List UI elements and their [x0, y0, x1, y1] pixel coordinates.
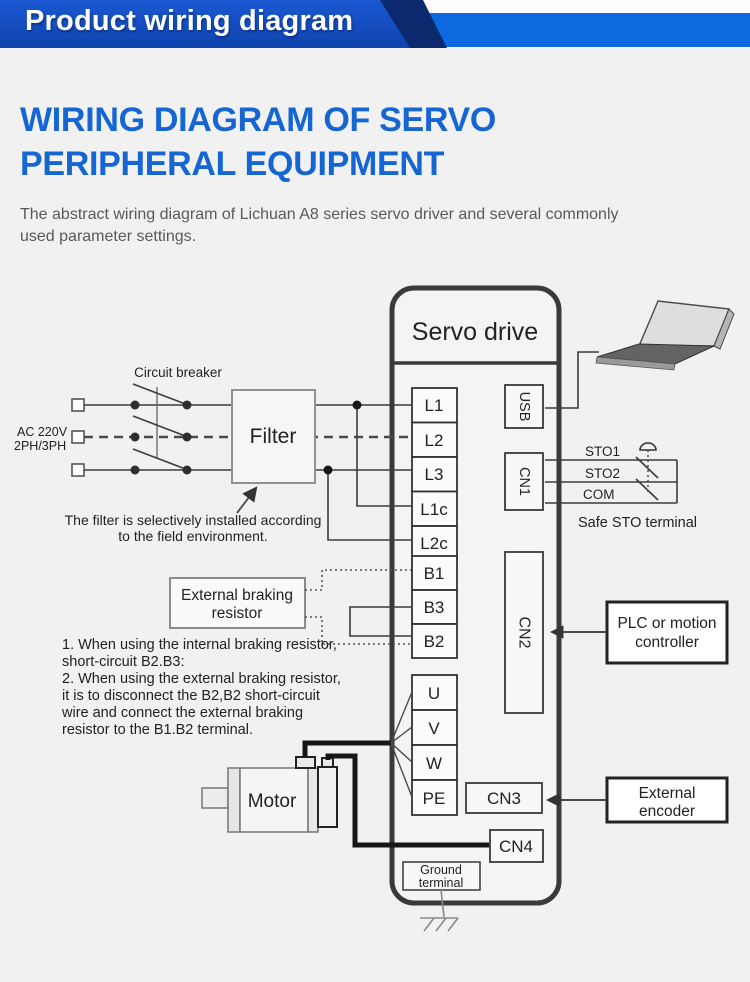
motor-power-connector [296, 757, 315, 768]
note-line: wire and connect the external braking [62, 705, 304, 721]
terminal-label: B1 [423, 564, 445, 583]
brake-terminal-block [412, 556, 457, 658]
braking-resistor-line2: resistor [211, 605, 263, 622]
terminal-label: B3 [423, 598, 445, 617]
filter-note-line1: The filter is selectively installed according [64, 512, 322, 528]
sto2-label: STO2 [585, 466, 621, 481]
junction-dot [183, 466, 192, 475]
circuit-breaker-symbol [133, 384, 188, 470]
laptop-screen [639, 301, 729, 346]
circuit-breaker-label: Circuit breaker [134, 365, 222, 380]
breaker-lever [133, 384, 188, 405]
junction-dot [183, 433, 192, 442]
junction-dot [131, 401, 140, 410]
motor-end-cap [228, 768, 240, 832]
braking-resistor-notes [61, 637, 341, 738]
com-label: COM [583, 487, 615, 502]
usb-connector-label: USB [516, 391, 532, 422]
filter-note-arrow [237, 488, 256, 513]
junction-dot [183, 401, 192, 410]
cn3-connector-label: CN3 [486, 789, 522, 808]
terminal-label: L3 [424, 465, 444, 484]
banner-title: Product wiring diagram [25, 5, 354, 37]
encoder-line2: encoder [638, 803, 696, 820]
terminal-label: L2c [420, 534, 448, 553]
motor-label: Motor [247, 791, 297, 812]
motor-encoder-connector [318, 767, 337, 827]
ground-terminal-line2: terminal [418, 876, 464, 890]
encoder-line1: External [638, 785, 696, 802]
note-line: 1. When using the internal braking resistor, [62, 637, 337, 653]
junction-dot [131, 433, 140, 442]
page-title-line2: PERIPHERAL EQUIPMENT [20, 145, 445, 183]
note-line: it is to disconnect the B2,B2 short-circuit [62, 688, 320, 704]
sto1-label: STO1 [585, 444, 621, 459]
intro-line2: used parameter settings. [20, 228, 197, 245]
wiring-diagram [0, 280, 750, 982]
supply-label-line2: 2PH/3PH [14, 439, 67, 453]
terminal-label: PE [422, 789, 446, 808]
junction-dot [131, 466, 140, 475]
cn4-connector-label: CN4 [498, 837, 534, 856]
note-line: 2. When using the external braking resistor, [62, 671, 341, 687]
ground-terminal-line1: Ground [420, 863, 462, 877]
supply-terminal-square [72, 431, 84, 443]
intro-text [20, 204, 619, 248]
terminal-label: W [425, 754, 443, 773]
braking-resistor-line1: External braking [180, 587, 294, 604]
breaker-lever [133, 449, 188, 470]
banner-accent-strip [400, 13, 750, 47]
cn2-connector-label: CN2 [515, 616, 533, 649]
motor [202, 757, 337, 832]
laptop-icon [545, 301, 734, 408]
page-title-line1: WIRING DIAGRAM OF SERVO [20, 101, 497, 139]
sto-pushbutton-icon [640, 443, 656, 450]
supply-terminal-square [72, 399, 84, 411]
page-title [20, 98, 496, 186]
cn1-connector-label: CN1 [516, 466, 532, 497]
terminal-label: L1 [424, 396, 444, 415]
terminal-label: L2 [424, 431, 444, 450]
note-line: resistor to the B1.B2 terminal. [62, 722, 253, 738]
terminal-label: L1c [420, 500, 448, 519]
filter-label: Filter [249, 425, 297, 448]
terminal-label: U [427, 684, 441, 703]
supply-label-line1: AC 220V [17, 425, 68, 439]
terminal-label: B2 [423, 632, 445, 651]
junction-dot [324, 466, 333, 475]
sto-circuit [545, 443, 697, 531]
motor-end-cap [308, 768, 318, 832]
breaker-lever [133, 416, 188, 437]
terminal-label: V [428, 719, 440, 738]
servo-drive-title: Servo drive [411, 318, 539, 346]
intro-line1: The abstract wiring diagram of Lichuan A8 series servo driver and several commonly [20, 206, 619, 223]
junction-dot [353, 401, 362, 410]
filter-note-line2: to the field environment. [118, 528, 268, 544]
motor-terminal-block [412, 675, 457, 815]
plc-box [607, 602, 727, 663]
supply-terminal-square [72, 464, 84, 476]
plc-line2: controller [635, 634, 699, 651]
earth-ground-icon [420, 918, 458, 931]
sto-caption: Safe STO terminal [578, 515, 698, 531]
note-line: short-circuit B2.B3: [62, 654, 185, 670]
motor-shaft [202, 788, 228, 808]
plc-line1: PLC or motion [617, 615, 717, 632]
power-terminal-block [412, 388, 457, 561]
